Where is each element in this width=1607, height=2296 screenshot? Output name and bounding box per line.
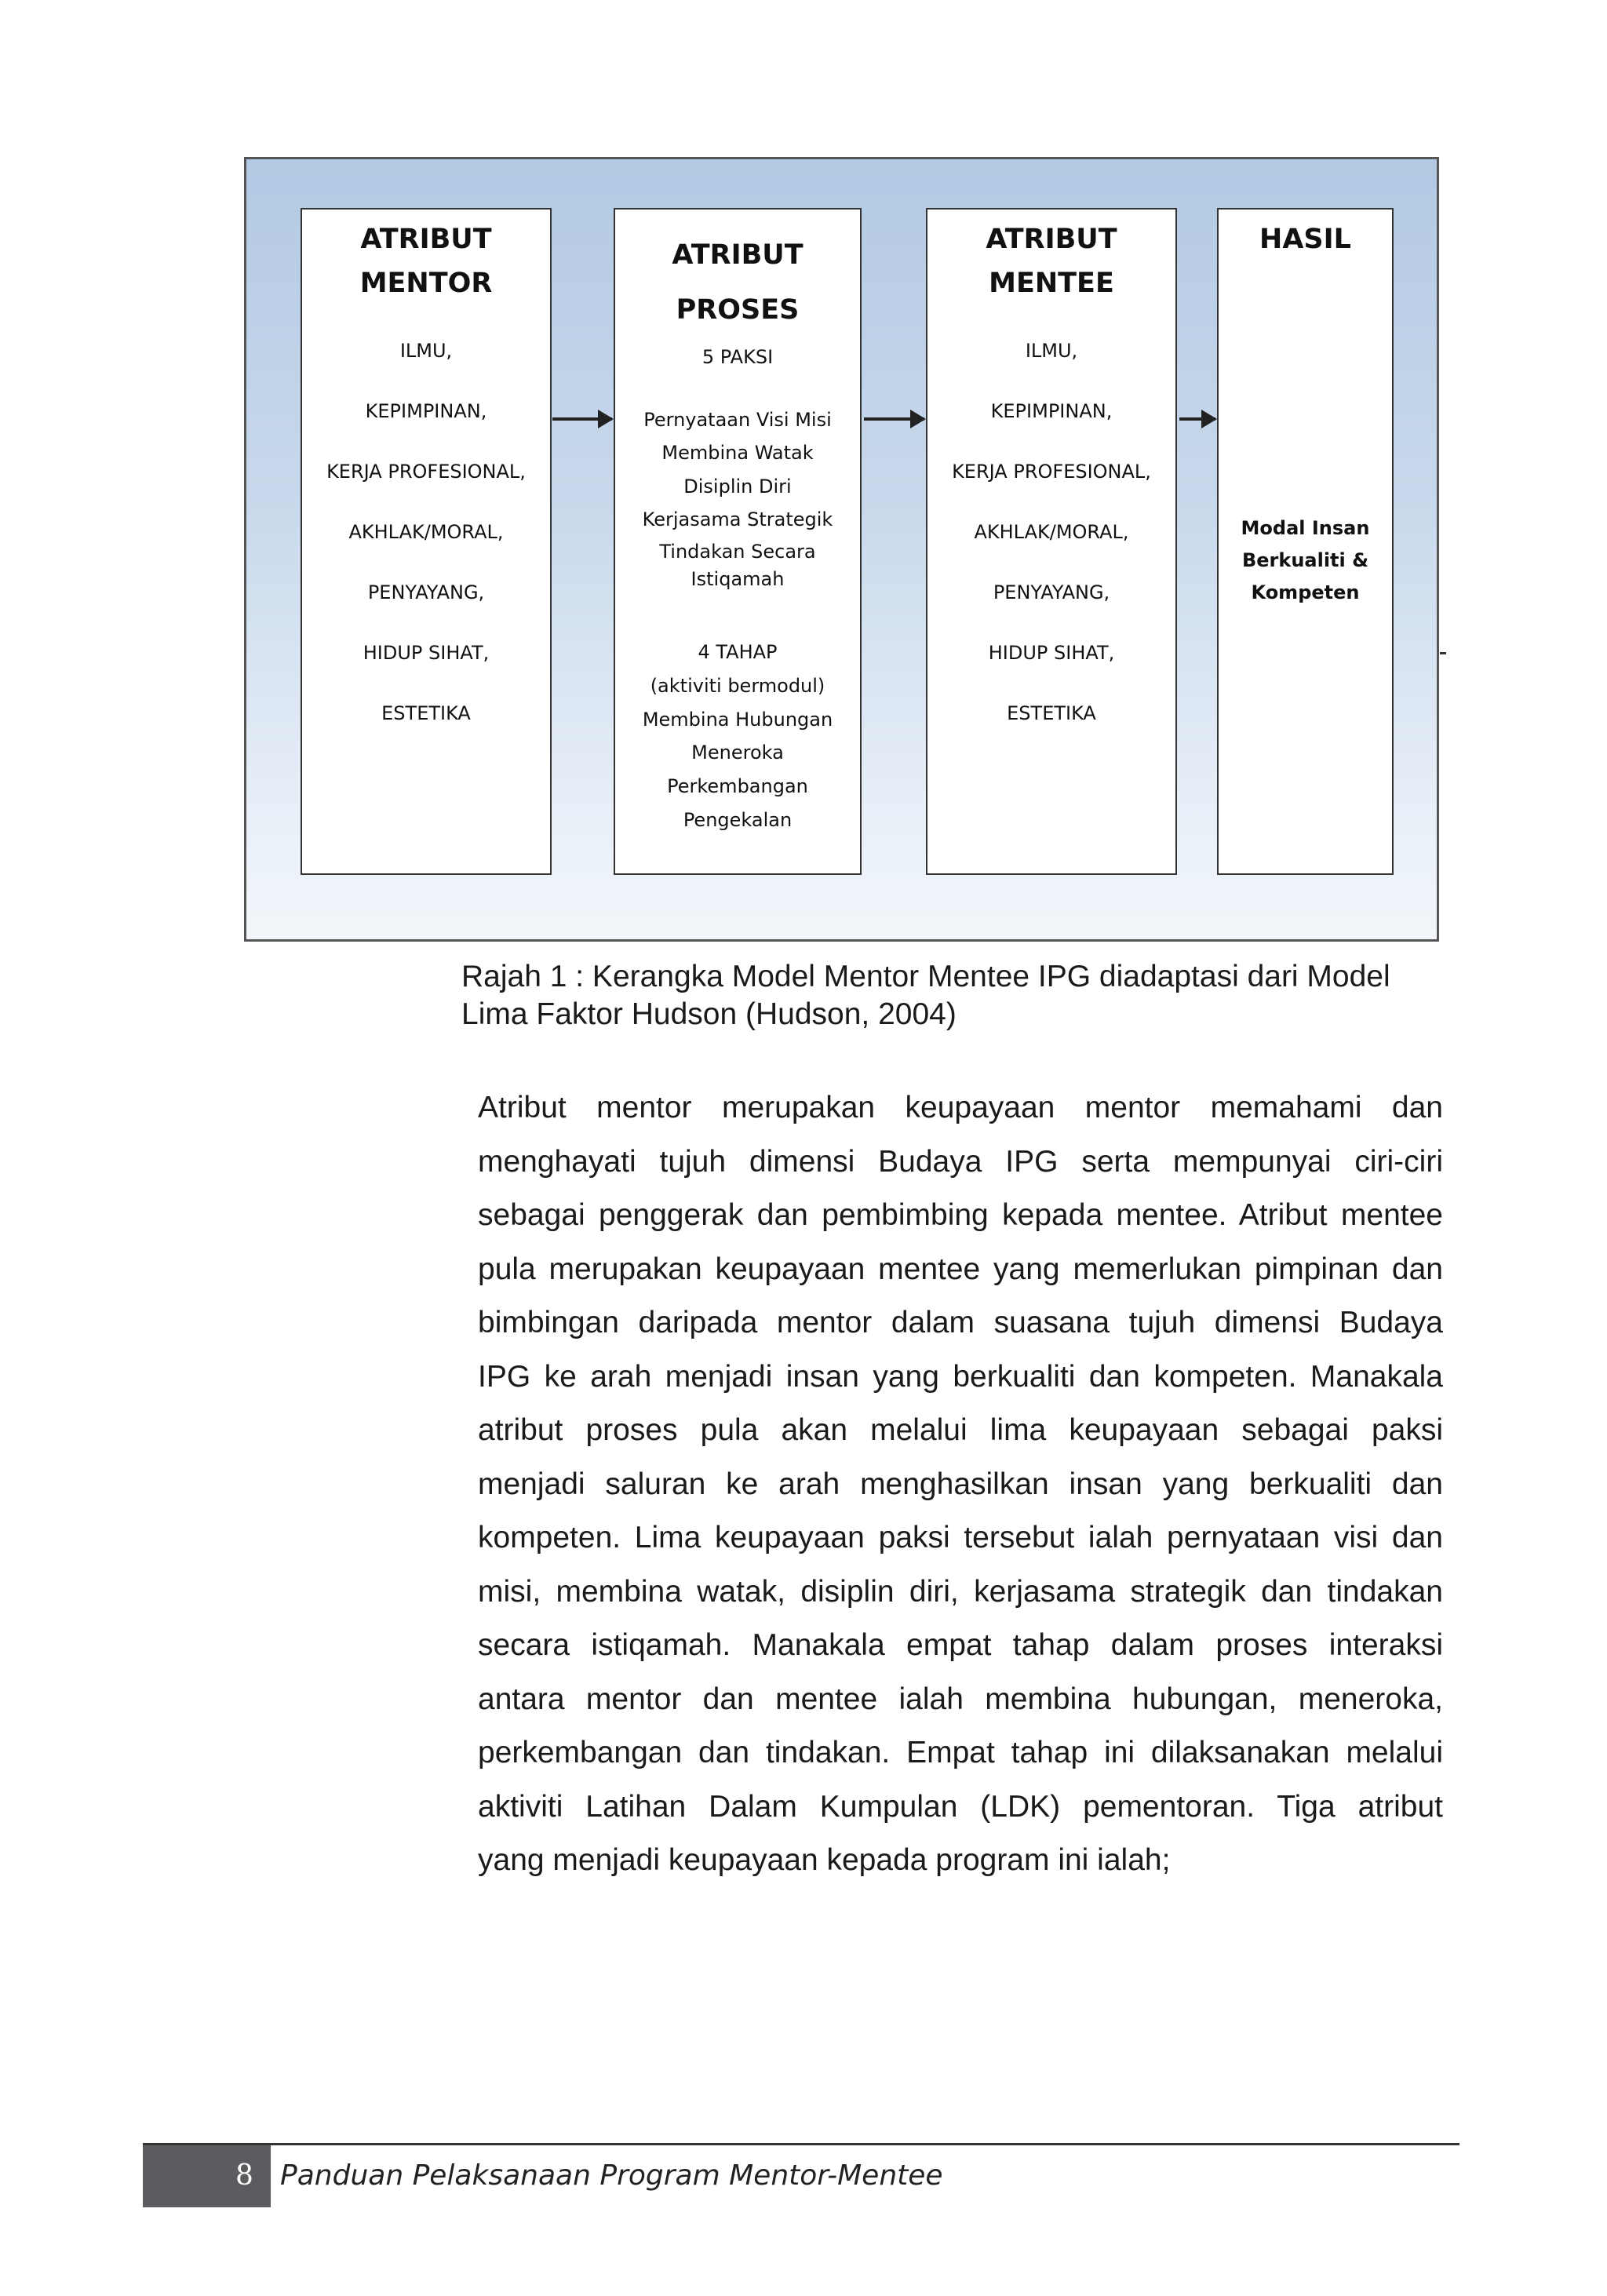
mentor-item: AKHLAK/MORAL, [348,521,504,543]
paragraph-line: menghayati tujuh dimensi Budaya IPG serta mempunyai ciri-ciri [478,1144,1443,1179]
paragraph-line: atribut proses pula akan melalui lima keupayaan sebagai paksi [478,1413,1443,1447]
mentee-item: KEPIMPINAN, [990,400,1113,422]
tahap-item: Membina Hubungan [642,709,833,731]
paragraph-line: perkembangan dan tindakan. Empat tahap ini dilaksanakan melalui [478,1736,1443,1769]
paksi-item: Istiqamah [691,568,785,590]
mentor-item: ESTETIKA [381,702,471,724]
paragraph-line: misi, membina watak, disiplin diri, kerjasama strategik dan tindakan [478,1574,1443,1609]
mentor-heading-line-1: ATRIBUT [360,224,492,255]
tahap-item: (aktiviti bermodul) [650,675,825,697]
paksi-title: 5 PAKSI [701,346,774,368]
mentor-attributes-box [301,208,552,875]
paragraph-line: aktiviti Latihan Dalam Kumpulan (LDK) pementoran. Tiga atribut [478,1789,1443,1824]
caption-line: Lima Faktor Hudson (Hudson, 2004) [461,997,957,1031]
arrow-mentor-to-proses [552,417,612,421]
proses-heading-line-2: PROSES [676,294,800,326]
proses-heading-line-1: ATRIBUT [672,239,804,271]
mentee-item: ILMU, [1025,340,1078,362]
mentor-item: ILMU, [399,340,453,362]
tahap-item: Pengekalan [683,809,793,831]
mentor-item: HIDUP SIHAT, [363,642,490,664]
figure-caption [461,958,1481,1033]
hasil-item: Modal Insan [1241,517,1370,539]
mentee-item: HIDUP SIHAT, [988,642,1115,664]
hasil-heading: HASIL [1259,224,1351,255]
paragraph-line: menjadi saluran ke arah menghasilkan insan yang berkualiti dan [478,1467,1443,1501]
mentee-item: PENYAYANG, [993,581,1110,603]
body-paragraph [478,1081,1443,1888]
mentor-item: KERJA PROFESIONAL, [326,461,526,483]
paragraph-line: antara mentor dan mentee ialah membina hubungan, meneroka, [478,1682,1443,1716]
paksi-item: Kerjasama Strategik [642,508,833,530]
process-attributes-box [614,208,862,875]
mentor-item: KEPIMPINAN, [365,400,487,422]
hasil-item: Kompeten [1251,581,1360,603]
mentor-heading-line-2: MENTOR [359,268,493,299]
paragraph-line: kompeten. Lima keupayaan paksi tersebut ialah pernyataan visi dan [478,1521,1443,1554]
paksi-item: Pernyataan Visi Misi [643,409,832,431]
caption-line: Rajah 1 : Kerangka Model Mentor Mentee IPG diadaptasi dari Model [461,960,1390,993]
mentee-heading-line-2: MENTEE [989,268,1114,299]
tahap-title: 4 TAHAP [698,641,778,663]
paragraph-line: IPG ke arah menjadi insan yang berkualiti dan kompeten. Manakala [478,1359,1443,1394]
mentor-item: PENYAYANG, [367,581,485,603]
tahap-item: Meneroka [691,742,784,764]
paksi-item: Membina Watak [661,442,814,464]
paragraph-line: bimbingan daripada mentor dalam suasana tujuh dimensi Budaya [478,1306,1443,1339]
mentee-item: ESTETIKA [1007,702,1096,724]
footer-title: Panduan Pelaksanaan Program Mentor-Mentee [280,2159,943,2192]
arrow-mentee-to-hasil [1179,417,1215,421]
page-number: 8 [235,2159,253,2192]
outcome-box [1217,208,1394,875]
paksi-item: Tindakan Secara [659,541,816,563]
paragraph-line: secara istiqamah. Manakala empat tahap dalam proses interaksi [478,1628,1443,1662]
mentee-item: AKHLAK/MORAL, [974,521,1129,543]
mentee-attributes-box [926,208,1177,875]
footer-rule [143,2143,1459,2145]
mentee-heading-line-1: ATRIBUT [986,224,1117,255]
paragraph-line: sebagai penggerak dan pembimbing kepada mentee. Atribut mentee [478,1198,1443,1232]
edge-tick-mark [1440,652,1446,654]
tahap-item: Perkembangan [667,775,808,797]
paragraph-line: yang menjadi keupayaan kepada program ini ialah; [478,1843,1171,1877]
paragraph-line: Atribut mentor merupakan keupayaan mentor memahami dan [478,1091,1443,1124]
arrow-proses-to-mentee [864,417,924,421]
paragraph-line: pula merupakan keupayaan mentee yang memerlukan pimpinan dan [478,1252,1443,1286]
mentee-item: KERJA PROFESIONAL, [952,461,1151,483]
paksi-item: Disiplin Diri [683,476,792,497]
hasil-item: Berkualiti & [1241,549,1369,571]
framework-diagram [244,157,1439,942]
